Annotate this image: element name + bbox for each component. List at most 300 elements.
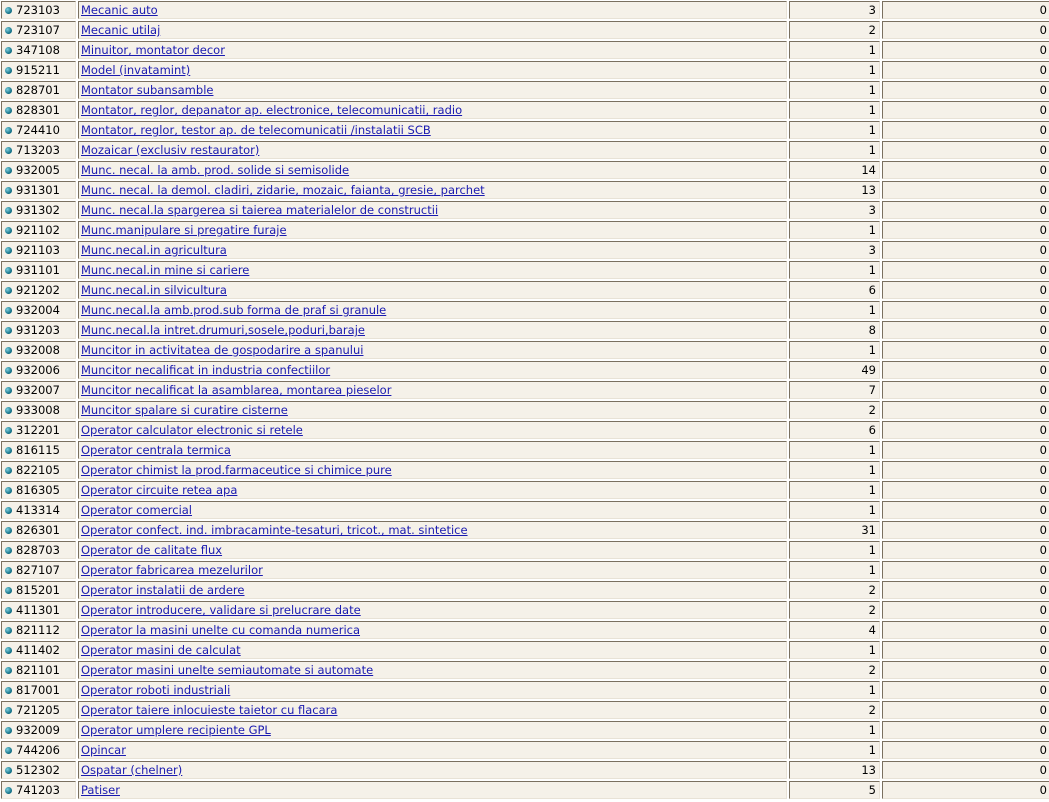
occupation-link[interactable]: Munc.necal.in mine si cariere [81, 263, 250, 277]
other-count-cell: 0 [882, 181, 1049, 199]
name-cell [78, 541, 787, 559]
name-cell [78, 301, 787, 319]
bullet-icon [5, 187, 12, 194]
bullet-icon [5, 47, 12, 54]
occupation-link[interactable]: Opincar [81, 743, 126, 757]
table-row [1, 441, 1049, 459]
occupation-code: 713203 [16, 143, 60, 157]
occupation-code: 932007 [16, 383, 60, 397]
count-cell: 1 [789, 81, 880, 99]
other-count-cell: 0 [882, 201, 1049, 219]
occupation-link[interactable]: Munc.manipulare si pregatire furaje [81, 223, 287, 237]
table-row [1, 661, 1049, 679]
bullet-icon [5, 587, 12, 594]
count-cell: 2 [789, 401, 880, 419]
bullet-icon [5, 367, 12, 374]
occupation-link[interactable]: Operator chimist la prod.farmaceutice si chimice pure [81, 463, 392, 477]
count-cell: 1 [789, 261, 880, 279]
code-cell [1, 261, 76, 279]
bullet-icon [5, 307, 12, 314]
code-cell [1, 621, 76, 639]
code-cell [1, 641, 76, 659]
table-row [1, 161, 1049, 179]
other-count-cell: 0 [882, 321, 1049, 339]
bullet-icon [5, 567, 12, 574]
count-cell: 1 [789, 121, 880, 139]
bullet-icon [5, 227, 12, 234]
name-cell [78, 741, 787, 759]
occupation-code: 921103 [16, 243, 60, 257]
name-cell [78, 681, 787, 699]
code-cell [1, 401, 76, 419]
table-row [1, 581, 1049, 599]
other-count-cell: 0 [882, 741, 1049, 759]
table-row [1, 1, 1049, 19]
bullet-icon [5, 287, 12, 294]
name-cell [78, 441, 787, 459]
code-cell [1, 381, 76, 399]
count-cell: 5 [789, 781, 880, 799]
name-cell [78, 721, 787, 739]
name-cell [78, 341, 787, 359]
name-cell [78, 421, 787, 439]
occupation-code: 724410 [16, 123, 60, 137]
occupation-link[interactable]: Muncitor necalificat in industria confectiilor [81, 363, 331, 377]
name-cell [78, 521, 787, 539]
code-cell [1, 341, 76, 359]
occupation-code: 827107 [16, 563, 60, 577]
bullet-icon [5, 447, 12, 454]
code-cell [1, 181, 76, 199]
table-row [1, 761, 1049, 779]
count-cell: 13 [789, 181, 880, 199]
occupation-link[interactable]: Operator masini unelte semiautomate si automate [81, 663, 374, 677]
name-cell [78, 81, 787, 99]
other-count-cell: 0 [882, 21, 1049, 39]
occupation-code: 744206 [16, 743, 60, 757]
occupation-code: 815201 [16, 583, 60, 597]
count-cell: 49 [789, 361, 880, 379]
bullet-icon [5, 267, 12, 274]
table-row [1, 181, 1049, 199]
other-count-cell: 0 [882, 761, 1049, 779]
occupation-code: 932005 [16, 163, 60, 177]
count-cell: 1 [789, 681, 880, 699]
occupation-link[interactable]: Munc. necal.la spargerea si taierea materialelor de constructii [81, 203, 439, 217]
occupation-code: 411301 [16, 603, 60, 617]
name-cell [78, 361, 787, 379]
table-row [1, 341, 1049, 359]
count-cell: 2 [789, 21, 880, 39]
code-cell [1, 201, 76, 219]
code-cell [1, 421, 76, 439]
table-row [1, 301, 1049, 319]
occupation-link[interactable]: Operator fabricarea mezelurilor [81, 563, 263, 577]
name-cell [78, 461, 787, 479]
occupation-code: 931302 [16, 203, 60, 217]
code-cell [1, 481, 76, 499]
occupation-code: 826301 [16, 523, 60, 537]
bullet-icon [5, 247, 12, 254]
occupation-link[interactable]: Munc.necal.in agricultura [81, 243, 227, 257]
table-row [1, 621, 1049, 639]
other-count-cell: 0 [882, 581, 1049, 599]
count-cell: 2 [789, 701, 880, 719]
code-cell [1, 1, 76, 19]
code-cell [1, 681, 76, 699]
bullet-icon [5, 527, 12, 534]
occupation-link[interactable]: Montator, reglor, depanator ap. electronice, telecomunicatii, radio [81, 103, 463, 117]
code-cell [1, 281, 76, 299]
occupation-code: 512302 [16, 763, 60, 777]
code-cell [1, 241, 76, 259]
code-cell [1, 661, 76, 679]
code-cell [1, 21, 76, 39]
name-cell [78, 221, 787, 239]
code-cell [1, 41, 76, 59]
occupation-link[interactable]: Operator confect. ind. imbracaminte-tesaturi, tricot., mat. sintetice [81, 523, 468, 537]
table-row [1, 681, 1049, 699]
occupation-link[interactable]: Operator la masini unelte cu comanda numerica [81, 623, 361, 637]
occupation-link[interactable]: Operator centrala termica [81, 443, 231, 457]
count-cell: 1 [789, 341, 880, 359]
occupation-link[interactable]: Operator comercial [81, 503, 193, 517]
count-cell: 1 [789, 741, 880, 759]
bullet-icon [5, 7, 12, 14]
name-cell [78, 321, 787, 339]
occupation-code: 921102 [16, 223, 60, 237]
occupation-link[interactable]: Operator introducere, validare si prelucrare date [81, 603, 361, 617]
code-cell [1, 721, 76, 739]
table-row [1, 201, 1049, 219]
count-cell: 1 [789, 721, 880, 739]
bullet-icon [5, 407, 12, 414]
count-cell: 3 [789, 1, 880, 19]
other-count-cell: 0 [882, 701, 1049, 719]
occupation-code: 347108 [16, 43, 60, 57]
occupation-code: 413314 [16, 503, 60, 517]
bullet-icon [5, 347, 12, 354]
bullet-icon [5, 127, 12, 134]
other-count-cell: 0 [882, 61, 1049, 79]
count-cell: 1 [789, 561, 880, 579]
occupation-link[interactable]: Operator masini de calculat [81, 643, 241, 657]
bullet-icon [5, 387, 12, 394]
occupation-code: 931301 [16, 183, 60, 197]
name-cell [78, 701, 787, 719]
table-row [1, 21, 1049, 39]
table-row [1, 541, 1049, 559]
bullet-icon [5, 727, 12, 734]
occupation-code: 741203 [16, 783, 60, 797]
occupation-link[interactable]: Mozaicar (exclusiv restaurator) [81, 143, 260, 157]
table-row [1, 81, 1049, 99]
bullet-icon [5, 427, 12, 434]
other-count-cell: 0 [882, 661, 1049, 679]
count-cell: 1 [789, 61, 880, 79]
name-cell [78, 401, 787, 419]
name-cell [78, 581, 787, 599]
count-cell: 14 [789, 161, 880, 179]
other-count-cell: 0 [882, 721, 1049, 739]
count-cell: 1 [789, 461, 880, 479]
bullet-icon [5, 607, 12, 614]
table-row [1, 361, 1049, 379]
code-cell [1, 121, 76, 139]
occupation-code: 931101 [16, 263, 60, 277]
other-count-cell: 0 [882, 121, 1049, 139]
other-count-cell: 0 [882, 261, 1049, 279]
occupation-link[interactable]: Model (invatamint) [81, 63, 191, 77]
other-count-cell: 0 [882, 41, 1049, 59]
bullet-icon [5, 147, 12, 154]
bullet-icon [5, 167, 12, 174]
code-cell [1, 161, 76, 179]
count-cell: 1 [789, 101, 880, 119]
occupation-link[interactable]: Munc.necal.la intret.drumuri,sosele,poduri,baraje [81, 323, 365, 337]
other-count-cell: 0 [882, 401, 1049, 419]
bullet-icon [5, 747, 12, 754]
occupation-code: 915211 [16, 63, 60, 77]
code-cell [1, 361, 76, 379]
other-count-cell: 0 [882, 141, 1049, 159]
other-count-cell: 0 [882, 641, 1049, 659]
name-cell [78, 561, 787, 579]
bullet-icon [5, 787, 12, 794]
occupation-link[interactable]: Munc. necal. la amb. prod. solide si semisolide [81, 163, 350, 177]
other-count-cell: 0 [882, 341, 1049, 359]
table-row [1, 41, 1049, 59]
occupation-code: 921202 [16, 283, 60, 297]
name-cell [78, 181, 787, 199]
code-cell [1, 561, 76, 579]
count-cell: 2 [789, 581, 880, 599]
code-cell [1, 301, 76, 319]
table-row [1, 241, 1049, 259]
other-count-cell: 0 [882, 81, 1049, 99]
occupation-code: 816115 [16, 443, 60, 457]
table-row [1, 381, 1049, 399]
count-cell: 3 [789, 201, 880, 219]
occupation-code: 817001 [16, 683, 60, 697]
bullet-icon [5, 207, 12, 214]
count-cell: 13 [789, 761, 880, 779]
table-row [1, 281, 1049, 299]
bullet-icon [5, 667, 12, 674]
occupation-code: 723107 [16, 23, 60, 37]
code-cell [1, 601, 76, 619]
count-cell: 1 [789, 441, 880, 459]
table-row [1, 141, 1049, 159]
bullet-icon [5, 647, 12, 654]
other-count-cell: 0 [882, 781, 1049, 799]
bullet-icon [5, 547, 12, 554]
occupation-link[interactable]: Patiser [81, 783, 120, 797]
occupation-code: 312201 [16, 423, 60, 437]
name-cell [78, 141, 787, 159]
name-cell [78, 281, 787, 299]
occupation-link[interactable]: Mecanic utilaj [81, 23, 161, 37]
count-cell: 1 [789, 221, 880, 239]
code-cell [1, 221, 76, 239]
count-cell: 2 [789, 661, 880, 679]
occupation-code: 821101 [16, 663, 60, 677]
table-row [1, 521, 1049, 539]
table-row [1, 61, 1049, 79]
occupation-code: 411402 [16, 643, 60, 657]
count-cell: 1 [789, 301, 880, 319]
name-cell [78, 201, 787, 219]
name-cell [78, 601, 787, 619]
count-cell: 6 [789, 421, 880, 439]
other-count-cell: 0 [882, 221, 1049, 239]
count-cell: 2 [789, 601, 880, 619]
occupation-code: 931203 [16, 323, 60, 337]
name-cell [78, 241, 787, 259]
occupation-link[interactable]: Muncitor in activitatea de gospodarire a spanului [81, 343, 364, 357]
bullet-icon [5, 107, 12, 114]
bullet-icon [5, 487, 12, 494]
count-cell: 7 [789, 381, 880, 399]
occupation-code: 816305 [16, 483, 60, 497]
code-cell [1, 321, 76, 339]
other-count-cell: 0 [882, 441, 1049, 459]
count-cell: 31 [789, 521, 880, 539]
occupation-code: 828301 [16, 103, 60, 117]
count-cell: 8 [789, 321, 880, 339]
name-cell [78, 61, 787, 79]
name-cell [78, 121, 787, 139]
count-cell: 6 [789, 281, 880, 299]
code-cell [1, 701, 76, 719]
code-cell [1, 61, 76, 79]
other-count-cell: 0 [882, 521, 1049, 539]
other-count-cell: 0 [882, 501, 1049, 519]
table-row [1, 721, 1049, 739]
code-cell [1, 521, 76, 539]
count-cell: 1 [789, 481, 880, 499]
name-cell [78, 621, 787, 639]
other-count-cell: 0 [882, 241, 1049, 259]
bullet-icon [5, 87, 12, 94]
other-count-cell: 0 [882, 361, 1049, 379]
occupation-link[interactable]: Ospatar (chelner) [81, 763, 183, 777]
occupation-link[interactable]: Munc. necal. la demol. cladiri, zidarie, mozaic, faianta, gresie, parchet [81, 183, 485, 197]
bullet-icon [5, 707, 12, 714]
other-count-cell: 0 [882, 381, 1049, 399]
occupation-link[interactable]: Munc.necal.la amb.prod.sub forma de praf si granule [81, 303, 387, 317]
name-cell [78, 481, 787, 499]
occupation-link[interactable]: Operator calculator electronic si retele [81, 423, 303, 437]
occupation-code: 933008 [16, 403, 60, 417]
code-cell [1, 141, 76, 159]
other-count-cell: 0 [882, 421, 1049, 439]
table-row [1, 781, 1049, 799]
code-cell [1, 441, 76, 459]
count-cell: 1 [789, 501, 880, 519]
name-cell [78, 761, 787, 779]
code-cell [1, 781, 76, 799]
name-cell [78, 1, 787, 19]
occupation-link[interactable]: Munc.necal.in silvicultura [81, 283, 227, 297]
occupation-link[interactable]: Operator circuite retea apa [81, 483, 238, 497]
other-count-cell: 0 [882, 561, 1049, 579]
bullet-icon [5, 687, 12, 694]
name-cell [78, 781, 787, 799]
occupation-link[interactable]: Montator, reglor, testor ap. de telecomunicatii /instalatii SCB [81, 123, 431, 137]
name-cell [78, 661, 787, 679]
code-cell [1, 581, 76, 599]
occupation-code: 821112 [16, 623, 60, 637]
bullet-icon [5, 767, 12, 774]
other-count-cell: 0 [882, 601, 1049, 619]
other-count-cell: 0 [882, 461, 1049, 479]
count-cell: 1 [789, 641, 880, 659]
bullet-icon [5, 327, 12, 334]
occupation-link[interactable]: Operator roboti industriali [81, 683, 231, 697]
occupation-code: 932009 [16, 723, 60, 737]
count-cell: 1 [789, 541, 880, 559]
table-row [1, 221, 1049, 239]
code-cell [1, 541, 76, 559]
occupation-code: 822105 [16, 463, 60, 477]
occupation-code: 932006 [16, 363, 60, 377]
table-row [1, 641, 1049, 659]
table-row [1, 701, 1049, 719]
other-count-cell: 0 [882, 541, 1049, 559]
table-row [1, 481, 1049, 499]
table-row [1, 261, 1049, 279]
occupation-link[interactable]: Muncitor necalificat la asamblarea, montarea pieselor [81, 383, 392, 397]
occupation-link[interactable]: Mecanic auto [81, 3, 158, 17]
table-row [1, 741, 1049, 759]
other-count-cell: 0 [882, 621, 1049, 639]
count-cell: 4 [789, 621, 880, 639]
code-cell [1, 501, 76, 519]
bullet-icon [5, 467, 12, 474]
name-cell [78, 261, 787, 279]
other-count-cell: 0 [882, 301, 1049, 319]
occupation-link[interactable]: Operator de calitate flux [81, 543, 223, 557]
code-cell [1, 81, 76, 99]
occupation-link[interactable]: Operator taiere inlocuieste taietor cu flacara [81, 703, 338, 717]
occupation-link[interactable]: Montator subansamble [81, 83, 214, 97]
name-cell [78, 501, 787, 519]
table-row [1, 601, 1049, 619]
table-row [1, 121, 1049, 139]
code-cell [1, 761, 76, 779]
name-cell [78, 21, 787, 39]
occupation-code: 721205 [16, 703, 60, 717]
name-cell [78, 381, 787, 399]
other-count-cell: 0 [882, 161, 1049, 179]
table-row [1, 101, 1049, 119]
occupation-link[interactable]: Minuitor, montator decor [81, 43, 225, 57]
bullet-icon [5, 27, 12, 34]
occupation-code: 932004 [16, 303, 60, 317]
occupation-code: 932008 [16, 343, 60, 357]
other-count-cell: 0 [882, 281, 1049, 299]
table-row [1, 401, 1049, 419]
table-row [1, 321, 1049, 339]
occupation-link[interactable]: Muncitor spalare si curatire cisterne [81, 403, 288, 417]
code-cell [1, 461, 76, 479]
bullet-icon [5, 507, 12, 514]
code-cell [1, 741, 76, 759]
name-cell [78, 161, 787, 179]
occupation-link[interactable]: Operator instalatii de ardere [81, 583, 245, 597]
occupation-link[interactable]: Operator umplere recipiente GPL [81, 723, 271, 737]
